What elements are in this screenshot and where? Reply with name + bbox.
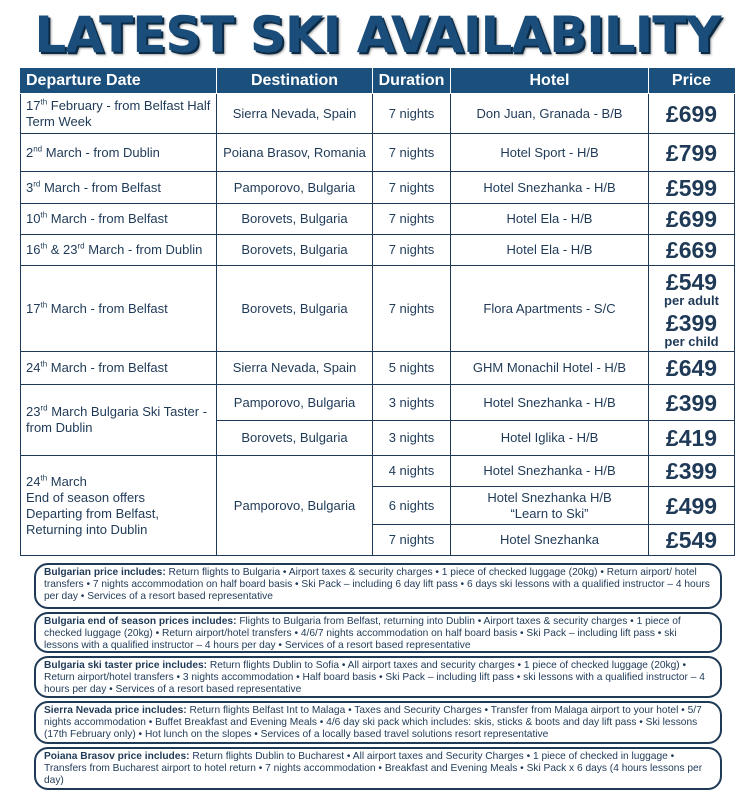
- price-cell: £799: [649, 134, 735, 172]
- duration-cell: 7 nights: [373, 525, 451, 556]
- price-cell: £499: [649, 487, 735, 525]
- note-poiana-brasov: Poiana Brasov price includes: Return flights Dublin to Bucharest • All airport taxes and Security Charges • 1 piece of checked in luggage • Transfers from Bucharest airport to hotel return • 7 nights accommodation • Breakfast and Evening Meals • Ski Pack x 6 days (4 hours lessons per day): [34, 747, 722, 790]
- departure-cell: 17th March - from Belfast: [21, 266, 217, 352]
- destination-cell: Poiana Brasov, Romania: [217, 134, 373, 172]
- price-cell: £669: [649, 235, 735, 266]
- price-cell: £599: [649, 172, 735, 204]
- destination-cell: Borovets, Bulgaria: [217, 235, 373, 266]
- table-row: [21, 456, 735, 487]
- hotel-cell: Hotel Snezhanka - H/B: [451, 172, 649, 204]
- destination-cell: Borovets, Bulgaria: [217, 266, 373, 352]
- hotel-cell: Hotel Snezhanka - H/B: [451, 385, 649, 421]
- table-header-row: [21, 69, 735, 94]
- departure-cell: 23rd March Bulgaria Ski Taster - from Dublin: [21, 385, 217, 456]
- destination-cell: Borovets, Bulgaria: [217, 204, 373, 235]
- table-row: [21, 94, 735, 134]
- duration-cell: 3 nights: [373, 385, 451, 421]
- child-price-note: per child: [664, 333, 719, 349]
- duration-cell: 7 nights: [373, 235, 451, 266]
- duration-cell: 4 nights: [373, 456, 451, 487]
- price-cell: [649, 266, 735, 352]
- child-price: £399: [665, 309, 718, 336]
- note-bulgaria-end-of-season: Bulgaria end of season prices includes: Flights to Bulgaria from Belfast, returning into Dublin • Airport taxes & security charges • 1 piece of checked luggage (20kg) • Return airport/hotel transfers • 4/6/7 nights accommodation on half board basis • Ski Pack – including lift pass • ski lessons with a qualified instructor – 4 hours per day • Services of a resort based representative: [34, 612, 722, 653]
- departure-cell: 16th & 23rd March - from Dublin: [21, 235, 217, 266]
- duration-cell: 7 nights: [373, 94, 451, 134]
- departure-cell: 24th March - from Belfast: [21, 352, 217, 385]
- availability-table: [20, 68, 735, 556]
- destination-cell: Pamporovo, Bulgaria: [217, 456, 373, 556]
- note-bulgaria-ski-taster: Bulgaria ski taster price includes: Return flights Dublin to Sofia • All airport taxes and security charges • 1 piece of checked luggage (20kg) • Return airport/hotel transfers • 3 nights accommodation • Half board basis • Ski Pack – including lift pass • ski lessons with a qualified instructor – 4 hours per day • Services of a resort based representative: [34, 656, 722, 698]
- table-row: [21, 134, 735, 172]
- hotel-cell: Hotel Ela - H/B: [451, 235, 649, 266]
- hotel-cell: Hotel Snezhanka: [451, 525, 649, 556]
- duration-cell: 5 nights: [373, 352, 451, 385]
- price-cell: £699: [649, 204, 735, 235]
- destination-cell: Pamporovo, Bulgaria: [217, 172, 373, 204]
- hotel-cell: Hotel Snezhanka H/B “Learn to Ski”: [451, 487, 649, 525]
- departure-cell: 2nd March - from Dublin: [21, 134, 217, 172]
- duration-cell: 7 nights: [373, 204, 451, 235]
- hotel-cell: Flora Apartments - S/C: [451, 266, 649, 352]
- header-price: Price: [649, 69, 735, 94]
- hotel-cell: Don Juan, Granada - B/B: [451, 94, 649, 134]
- duration-cell: 7 nights: [373, 172, 451, 204]
- destination-cell: Sierra Nevada, Spain: [217, 352, 373, 385]
- header-destination: Destination: [217, 69, 373, 94]
- destination-cell: Sierra Nevada, Spain: [217, 94, 373, 134]
- price-cell: £399: [649, 456, 735, 487]
- duration-cell: 3 nights: [373, 421, 451, 456]
- hotel-cell: GHM Monachil Hotel - H/B: [451, 352, 649, 385]
- departure-cell: 3rd March - from Belfast: [21, 172, 217, 204]
- price-cell: £419: [649, 421, 735, 456]
- destination-cell: Borovets, Bulgaria: [217, 421, 373, 456]
- table-row: [21, 172, 735, 204]
- table-row: [21, 235, 735, 266]
- price-cell: £699: [649, 94, 735, 134]
- header-duration: Duration: [373, 69, 451, 94]
- table-row: [21, 352, 735, 385]
- duration-cell: 6 nights: [373, 487, 451, 525]
- destination-cell: Pamporovo, Bulgaria: [217, 385, 373, 421]
- note-sierra-nevada: Sierra Nevada price includes: Return flights Belfast Int to Malaga • Taxes and Security Charges • Transfer from Malaga airport to your hotel • 5/7 nights accommodation • Buffet Breakfast and Evening Meals • 4/6 day ski pack which includes: skis, sticks & boots and day lift pass • Ski lessons (17th February only) • Hot lunch on the slopes • Services of a locally based travel solutions resort representative: [34, 701, 722, 744]
- duration-cell: 7 nights: [373, 266, 451, 352]
- departure-cell: 17th February - from Belfast Half Term Week: [21, 94, 217, 134]
- page-title: LATEST SKI AVAILABILITY: [34, 6, 721, 64]
- hotel-cell: Hotel Sport - H/B: [451, 134, 649, 172]
- table-row: [21, 266, 735, 352]
- table-row: [21, 204, 735, 235]
- price-cell: £549: [649, 525, 735, 556]
- adult-price-note: per adult: [664, 292, 719, 308]
- hotel-cell: Hotel Ela - H/B: [451, 204, 649, 235]
- note-bulgarian-price: Bulgarian price includes: Return flights to Bulgaria • Airport taxes & security charges • 1 piece of checked luggage (20kg) • Return airport/ hotel transfers • 7 nights accommodation on half board basis • Ski Pack – including 6 day lift pass • 6 days ski lessons with a qualified instructor – 4 hours per day • Services of a resort based representative: [34, 563, 722, 609]
- header-hotel: Hotel: [451, 69, 649, 94]
- adult-price: £549: [665, 268, 718, 295]
- departure-cell: 10th March - from Belfast: [21, 204, 217, 235]
- hotel-cell: Hotel Iglika - H/B: [451, 421, 649, 456]
- table-row: [21, 385, 735, 421]
- header-departure-date: Departure Date: [21, 69, 217, 94]
- duration-cell: 7 nights: [373, 134, 451, 172]
- hotel-cell: Hotel Snezhanka - H/B: [451, 456, 649, 487]
- price-cell: £649: [649, 352, 735, 385]
- departure-cell: 24th March End of season offers Departing from Belfast, Returning into Dublin: [21, 456, 217, 556]
- price-cell: £399: [649, 385, 735, 421]
